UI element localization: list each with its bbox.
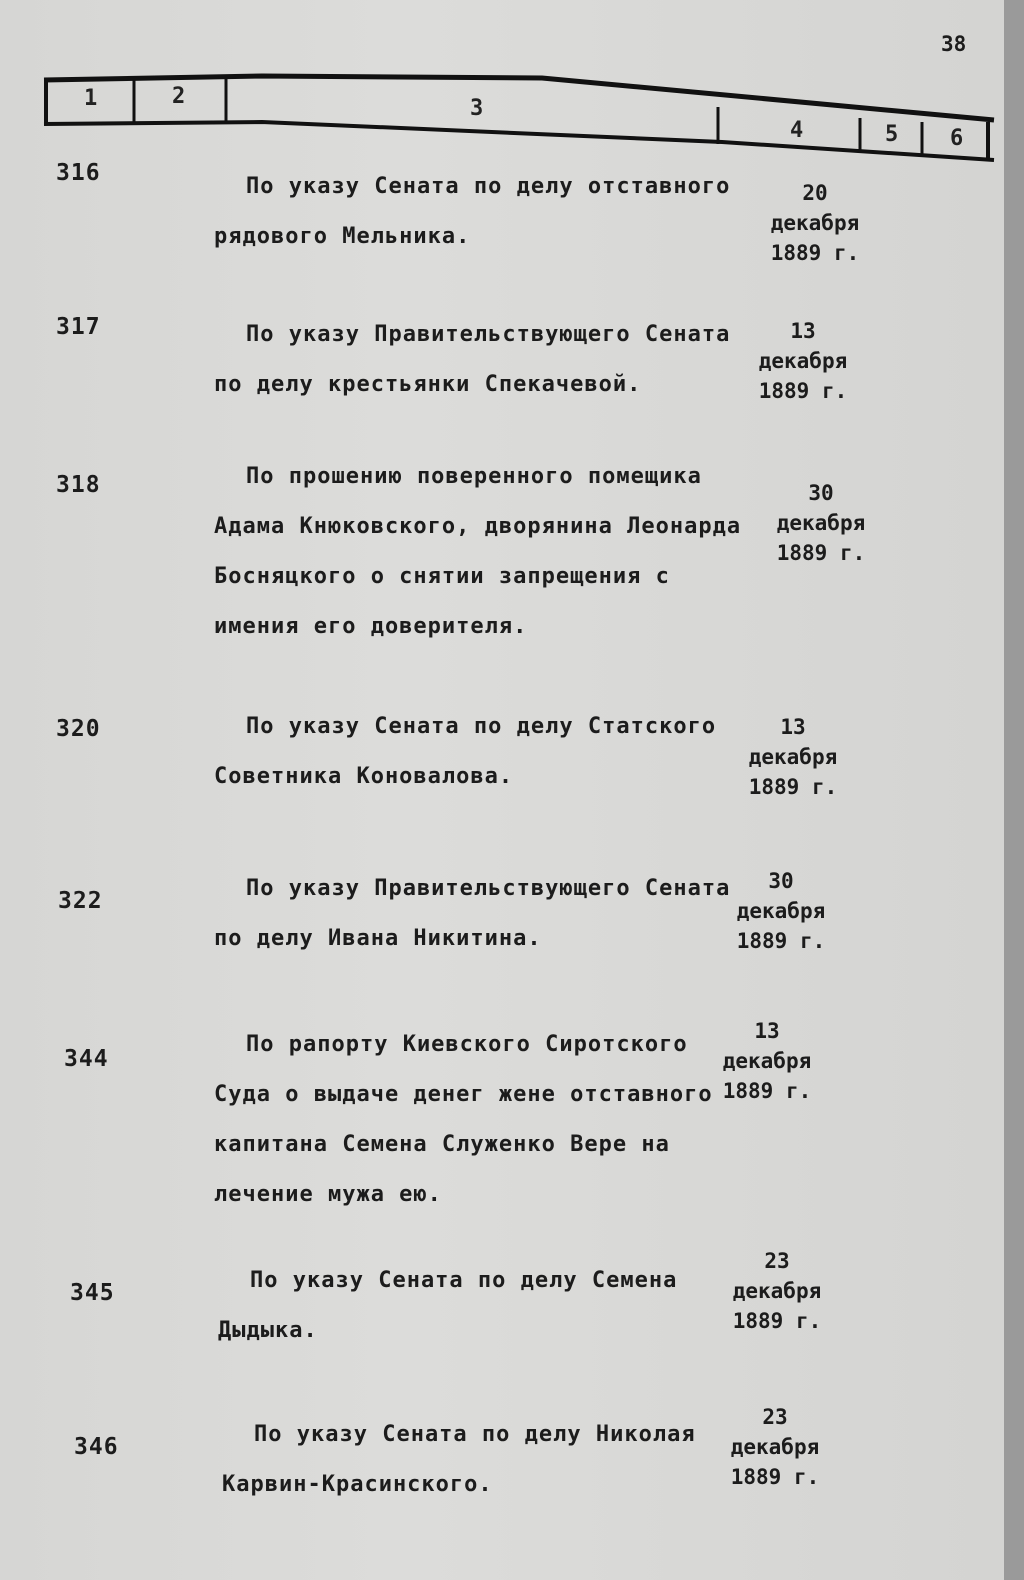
entry-text: По указу Правительствующего Сената по делу крестьянки Спекачевой. [214, 322, 731, 397]
entry-text: По указу Сената по делу Статского Советника Коновалова. [214, 714, 717, 789]
date-year: 1889 г. [732, 1309, 822, 1333]
date-year: 1889 г. [722, 1079, 812, 1103]
date-day: 23 [762, 1405, 788, 1429]
date-year: 1889 г. [776, 541, 866, 565]
column-1-label: 1 [84, 86, 98, 111]
date-day: 30 [768, 869, 794, 893]
entry-number: 317 [56, 314, 101, 340]
date-month: декабря [722, 1049, 812, 1073]
entry-number: 345 [70, 1280, 115, 1306]
date-year: 1889 г. [736, 929, 826, 953]
date-day: 13 [754, 1019, 780, 1043]
entry-number: 320 [56, 716, 101, 742]
entry-number: 344 [64, 1046, 109, 1072]
entry-number: 316 [56, 160, 101, 186]
entry-number: 346 [74, 1434, 119, 1460]
date-month: декабря [758, 349, 848, 373]
entry-date [756, 478, 886, 568]
entry-number: 322 [58, 888, 103, 914]
entry-date [738, 316, 868, 406]
entry-text: По указу Сената по делу Семена Дыдыка. [218, 1268, 678, 1343]
date-year: 1889 г. [748, 775, 838, 799]
column-3-label: 3 [470, 96, 484, 121]
column-4-label: 4 [790, 118, 804, 143]
entry-date [728, 712, 858, 802]
column-header-table [42, 72, 996, 162]
date-month: декабря [732, 1279, 822, 1303]
date-month: декабря [736, 899, 826, 923]
date-day: 13 [790, 319, 816, 343]
date-month: декабря [770, 211, 860, 235]
entry-date [702, 1016, 832, 1106]
date-day: 23 [764, 1249, 790, 1273]
entry-text: По прошению поверенного помещика Адама Кнюковского, дворянина Леонарда Босняцкого о снятии запрещения с имения его доверителя. [214, 464, 742, 639]
date-day: 13 [780, 715, 806, 739]
date-month: декабря [748, 745, 838, 769]
date-year: 1889 г. [758, 379, 848, 403]
entry-date [710, 1402, 840, 1492]
entry-date [716, 866, 846, 956]
entry-number: 318 [56, 472, 101, 498]
entry-text: По указу Сената по делу отставного рядового Мельника. [214, 174, 731, 249]
column-2-label: 2 [172, 84, 186, 109]
entry-text: По указу Правительствующего Сената по делу Ивана Никитина. [214, 876, 731, 951]
entry-date [750, 178, 880, 268]
date-year: 1889 г. [770, 241, 860, 265]
date-year: 1889 г. [730, 1465, 820, 1489]
entry-date [712, 1246, 842, 1336]
entry-text: По указу Сената по делу Николая Карвин-Красинского. [222, 1422, 696, 1497]
entry-text: По рапорту Киевского Сиротского Суда о выдаче денег жене отставного капитана Семена Служенко Вере на лечение мужа ею. [214, 1032, 713, 1207]
date-month: декабря [776, 511, 866, 535]
date-day: 30 [808, 481, 834, 505]
column-5-label: 5 [885, 122, 899, 147]
date-day: 20 [802, 181, 828, 205]
column-6-label: 6 [950, 126, 964, 151]
page-number: 38 [941, 32, 967, 56]
date-month: декабря [730, 1435, 820, 1459]
